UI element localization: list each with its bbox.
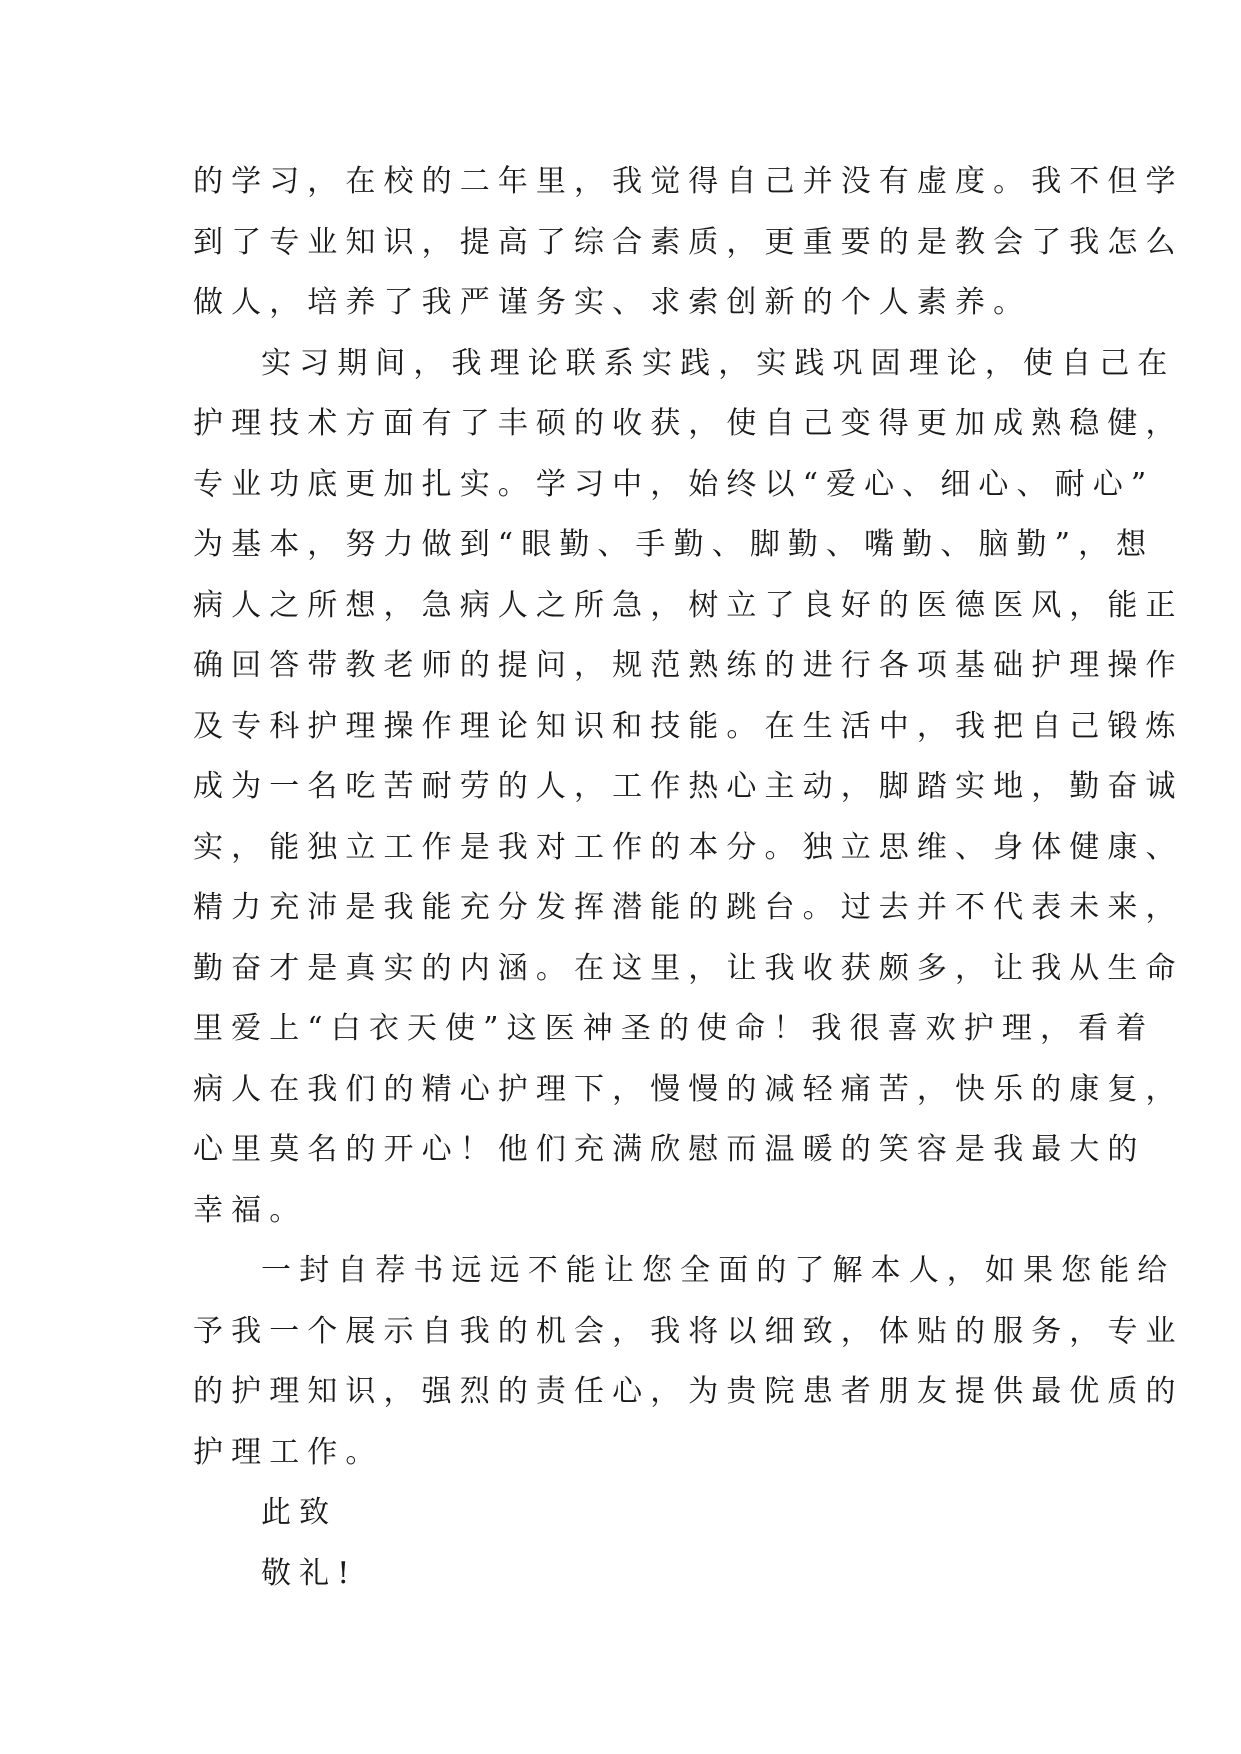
text-line: 做人，培养了我严谨务实、求索创新的个人素养。 [193, 285, 1032, 320]
text-line: 病人之所想，急病人之所急，树立了良好的医德医风，能正 [193, 587, 1184, 623]
text-line: 实，能独立工作是我对工作的本分。独立思维、身体健康、 [193, 829, 1184, 865]
text-line: 勤奋才是真实的内涵。在这里，让我收获颇多，让我从生命 [193, 950, 1184, 986]
text-line: 成为一名吃苦耐劳的人，工作热心主动，脚踏实地，勤奋诚 [193, 769, 1184, 804]
text-line: 专业功底更加扎实。学习中，始终以“爱心、细心、耐心” [193, 466, 1155, 502]
text-line: 心里莫名的开心！他们充满欣慰而温暖的笑容是我最大的 [193, 1132, 1146, 1167]
text-line: 病人在我们的精心护理下，慢慢的减轻痛苦，快乐的康复， [193, 1071, 1184, 1107]
text-line: 幸福。 [193, 1192, 308, 1228]
closing-salutation: 此致 [261, 1495, 338, 1530]
text-line: 里爱上“白衣天使”这医神圣的使命！我很喜欢护理，看着 [193, 1011, 1155, 1046]
letter-body [193, 152, 1184, 1604]
text-line: 予我一个展示自我的机会，我将以细致，体贴的服务，专业 [193, 1313, 1184, 1349]
text-line: 及专科护理操作理论知识和技能。在生活中，我把自己锻炼 [193, 708, 1184, 744]
text-line: 为基本，努力做到“眼勤、手勤、脚勤、嘴勤、脑勤”，想 [193, 527, 1155, 562]
text-line: 护理技术方面有了丰硕的收获，使自己变得更加成熟稳健， [193, 406, 1184, 441]
closing-regards: 敬礼! [261, 1555, 358, 1591]
text-line: 到了专业知识，提高了综合素质，更重要的是教会了我怎么 [193, 224, 1184, 260]
paragraph-start-line: 一封自荐书远远不能让您全面的了解本人，如果您能给 [261, 1253, 1176, 1288]
text-line: 精力充沛是我能充分发挥潜能的跳台。过去并不代表未来， [193, 890, 1184, 925]
text-line: 的护理知识，强烈的责任心，为贵院患者朋友提供最优质的 [193, 1374, 1184, 1409]
text-line: 确回答带教老师的提问，规范熟练的进行各项基础护理操作 [193, 648, 1184, 683]
text-line: 护理工作。 [193, 1434, 384, 1470]
paragraph-start-line: 实习期间，我理论联系实践，实践巩固理论，使自己在 [261, 345, 1176, 381]
text-line: 的学习，在校的二年里，我觉得自己并没有虚度。我不但学 [193, 164, 1184, 199]
